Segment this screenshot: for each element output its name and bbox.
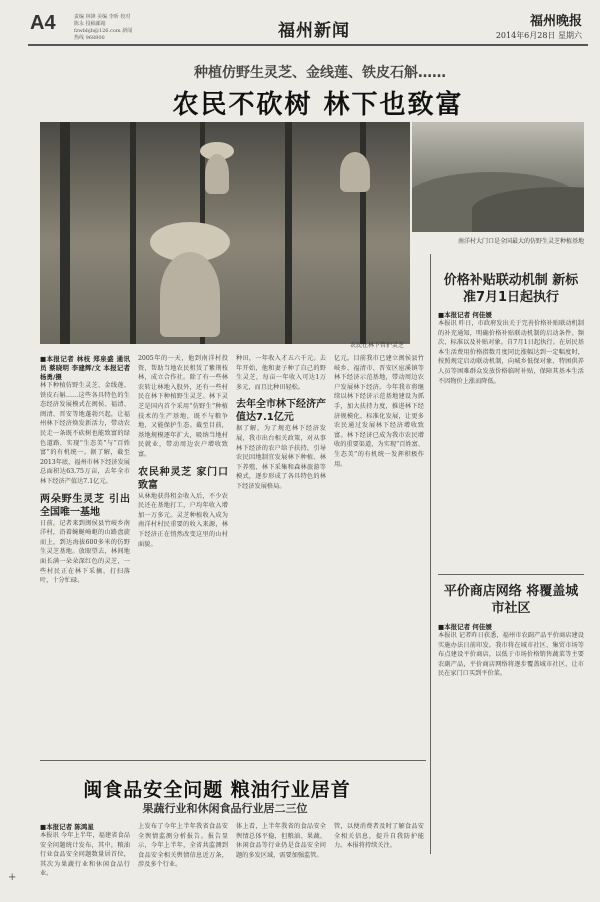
main-column-4 xyxy=(334,354,424,754)
section-title: 福州新闻 xyxy=(278,21,350,41)
editor-hotline: 责编 林锋 美编 李昕 校对 陈永 投稿邮箱 fzwbbjb@126.com 新闻热线 968800 xyxy=(74,14,133,41)
sidebar-story-2 xyxy=(438,622,584,852)
bottom-column-1 xyxy=(40,822,130,892)
masthead xyxy=(28,8,588,46)
main-photo-caption: 农民在林下管护灵芝 xyxy=(350,342,405,349)
main-kicker: 种植仿野生灵芝、金线莲、铁皮石斛…… xyxy=(194,65,446,81)
sidebar-headline-2: 平价商店网络 将覆盖城市社区 xyxy=(443,584,579,616)
sidebar-byline: ■本报记者 何佳媛 xyxy=(438,311,492,319)
secondary-photo xyxy=(412,122,584,232)
main-photo xyxy=(40,122,410,344)
main-column-1b-text: 日前，记者来到闽侯县竹岐乡南洋村，沿着蜿蜒崎岖的山路盘旋而上，到达海拔600多米的仿野生灵芝基地。放眼望去，林间地面长满一朵朵深红色的灵芝，一些村民正在林下采摘、打扫落叶，十分忙碌。 xyxy=(40,519,130,585)
sidebar-story xyxy=(438,310,584,570)
bottom-column-3: 体上看，上半年我省的食品安全舆情总体平稳，但粮油、果蔬、休闲食品等行业仍是食品安全问题的多发区域，需要加强监管。 xyxy=(236,823,326,859)
sidebar-body-2: 本报讯 记者昨日获悉，福州市农副产品平价商店建设实施办法日前印发。我市将在城市社区、集贸市场等布点建设平价商店，以低于市场价格销售蔬菜等主要农副产品，平价商店网络将逐步覆盖城市社区，让市民在家门口买到平价菜。 xyxy=(438,632,584,678)
main-column-1-text: 林下种植仿野生灵芝、金线莲、铁皮石斛……这些各具特色的生态经济发展模式在闽侯、福清、闽清、晋安等地蓬勃兴起，让福州林下经济焕发新活力，带动农民走一条既不砍树也能致富的绿色道路，实现“生态美”与“百姓富”的有机统一。据了解，截至2013年底，福州市林下经济发展总面积达63.75万亩，去年全市林下经济产值达7.1亿元。 xyxy=(40,382,130,485)
bottom-column-2: 上发布了今年上半年我省食品安全舆情监测分析报告。报告显示，今年上半年，全省共监测到食品安全相关舆情信息近万条，涉及多个行业。 xyxy=(138,823,228,869)
sidebar-headline: 价格补贴联动机制 新标准7月1日起执行 xyxy=(443,273,579,305)
bottom-byline: ■本报记者 陈鸿星 xyxy=(40,823,94,831)
subhead-2: 农民种灵芝 家门口致富 xyxy=(138,466,228,491)
sidebar-body: 本报讯 昨日，市政府发出关于完善价格补贴联动机制的补充通知，明确价格补贴联动机制的启动条件、频次、标准以及补贴对象。自7月1日起执行。在居民基本生活费用价格指数月度同比涨幅达到一定幅度时，按照规定启动联动机制，向城乡低保对象、特困供养人员等困难群众发放价格临时补贴，保障其基本生活不因物价上涨而降低。 xyxy=(438,320,584,385)
main-column-2b-text: 从林地获得租金收入后，不少农民还在基地打工，户均年收入增加一万多元。灵芝种植收入成为南洋村村民重要的收入来源，林下经济正在悄然改变这里的山村面貌。 xyxy=(138,492,228,548)
bottom-column-1-text: 本报讯 今年上半年，福建省食品安全问题统计发布，其中，粮油行业食品安全问题数量居首位，其次为果蔬行业和休闲食品行业。 xyxy=(40,832,130,878)
main-byline: ■本报记者 林枝 郑泉盛 通讯员 蔡晓明 李建辉/文 本报记者 杨勇/摄 xyxy=(40,355,130,381)
main-column-3-text: 种田，一年收入才五六千元。去年开始，他和妻子种了自己的野生灵芝，每亩一年收入可达1万多元，而且比种田轻松。 xyxy=(236,355,326,391)
main-column-2-text: 2005年的一天，他到南洋村投资，帮助当地农民租赁了紫荆枝林，成立合作社。除了有一些林农转让林地入股外，还有一些村民在林下种植野生灵芝。林下灵芝是国内首个采用“仿野生”种植技术的生产基地，既不与粮争地，又能保护生态。截至目前，基地规模逐年扩大，吸纳当地村民就业，带动周边农户增收致富。 xyxy=(138,355,228,458)
column-divider xyxy=(430,254,431,854)
subhead-3: 去年全市林下经济产值达7.1亿元 xyxy=(236,399,326,424)
main-column-3 xyxy=(236,354,326,754)
registration-mark: + xyxy=(8,872,17,883)
main-column-3b-text: 据了解，为了规范林下经济发展，我市出台相关政策，对从事林下经济的农户给予扶持，引导农民因地制宜发展林下种植、林下养殖、林下采集和森林旅游等模式，逐步形成了各具特色的林下经济发展格局。 xyxy=(236,425,326,490)
bottom-subheadline: 果蔬行业和休闲食品行业居二三位 xyxy=(142,802,308,815)
secondary-photo-caption: 南洋村大门口是全国最大的仿野生灵芝种植基地 xyxy=(457,238,584,245)
newspaper-brand: 福州晚报 xyxy=(529,14,582,29)
main-column-1 xyxy=(40,354,130,754)
page-number: A4 xyxy=(30,12,56,34)
bottom-divider xyxy=(40,760,426,761)
subhead-1: 两朵野生灵芝 引出全国唯一基地 xyxy=(40,493,130,518)
sidebar-byline-2: ■本报记者 何佳媛 xyxy=(438,623,492,631)
sidebar-divider xyxy=(438,574,584,575)
bottom-column-4: 管，以便消费者及时了解食品安全相关信息，提升自我防护能力。本报将持续关注。 xyxy=(334,823,424,850)
main-column-2 xyxy=(138,354,228,754)
issue-date: 2014年6月28日 星期六 xyxy=(495,31,582,40)
main-headline: 农民不砍树 林下也致富 xyxy=(172,90,464,120)
bottom-headline: 闽食品安全问题 粮油行业居首 xyxy=(83,779,351,801)
main-column-4-text: 亿元。目前我市已建立闽侯县竹岐乡、福清市、晋安区宦溪镇等林下经济示范基地，带动周边农户发展林下经济。今年我市将继续以林下经济示范基地建设为抓手，加大扶持力度，推进林下经济规模化、标准化发展，让更多农民通过发展林下经济增收致富。林下经济已成为我市农民增收的重要渠道，为实现“百姓富、生态美”的有机统一发挥积极作用。 xyxy=(334,355,424,468)
